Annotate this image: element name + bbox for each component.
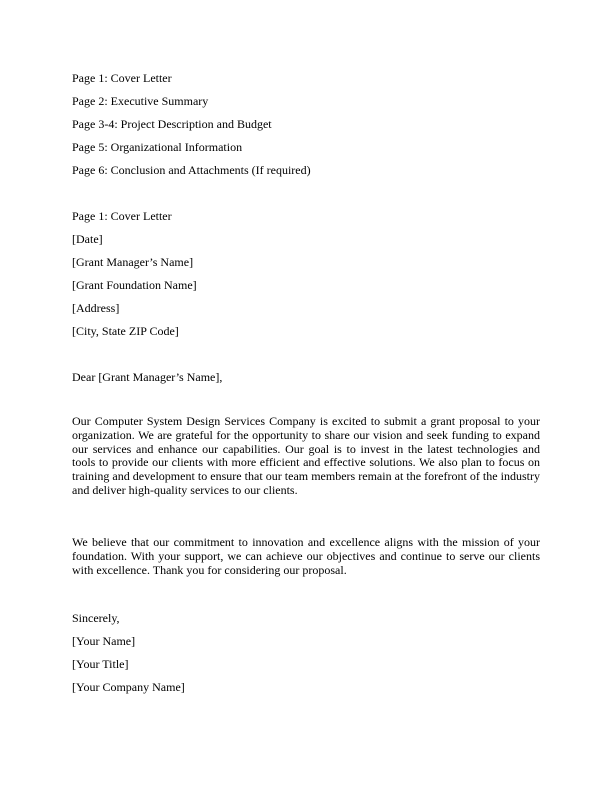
- body-paragraph: Our Computer System Design Services Company is excited to submit a grant proposal to your organization. We are grateful for the opportunity to share our vision and seek funding to expand our services and enhance our capabilities. Our goal is to invest in the latest technologies and tools to provide our clients with more efficient and effective solutions. We also plan to focus on training and development to ensure that our team members remain at the forefront of the industry and deliver high-quality services to our clients.: [72, 414, 540, 497]
- address: [Address]: [72, 301, 120, 315]
- signoff: Sincerely,: [72, 611, 120, 625]
- salutation: Dear [Grant Manager’s Name],: [72, 370, 223, 384]
- recipient-name: [Grant Manager’s Name]: [72, 255, 194, 269]
- toc-item: Page 5: Organizational Information: [72, 140, 243, 154]
- toc-item: Page 2: Executive Summary: [72, 94, 209, 108]
- city-state-zip: [City, State ZIP Code]: [72, 324, 179, 338]
- sender-name: [Your Name]: [72, 634, 136, 648]
- sender-company: [Your Company Name]: [72, 680, 185, 694]
- foundation-name: [Grant Foundation Name]: [72, 278, 197, 292]
- toc-item: Page 3-4: Project Description and Budget: [72, 117, 272, 131]
- body-paragraph: We believe that our commitment to innovation and excellence aligns with the mission of your foundation. With your support, we can achieve our objectives and continue to serve our clients with excellence. Thank you for considering our proposal.: [72, 535, 540, 577]
- toc-item: Page 1: Cover Letter: [72, 71, 172, 85]
- section-title: Page 1: Cover Letter: [72, 209, 172, 223]
- sender-title: [Your Title]: [72, 657, 129, 671]
- toc-item: Page 6: Conclusion and Attachments (If required): [72, 163, 311, 177]
- date-placeholder: [Date]: [72, 232, 103, 246]
